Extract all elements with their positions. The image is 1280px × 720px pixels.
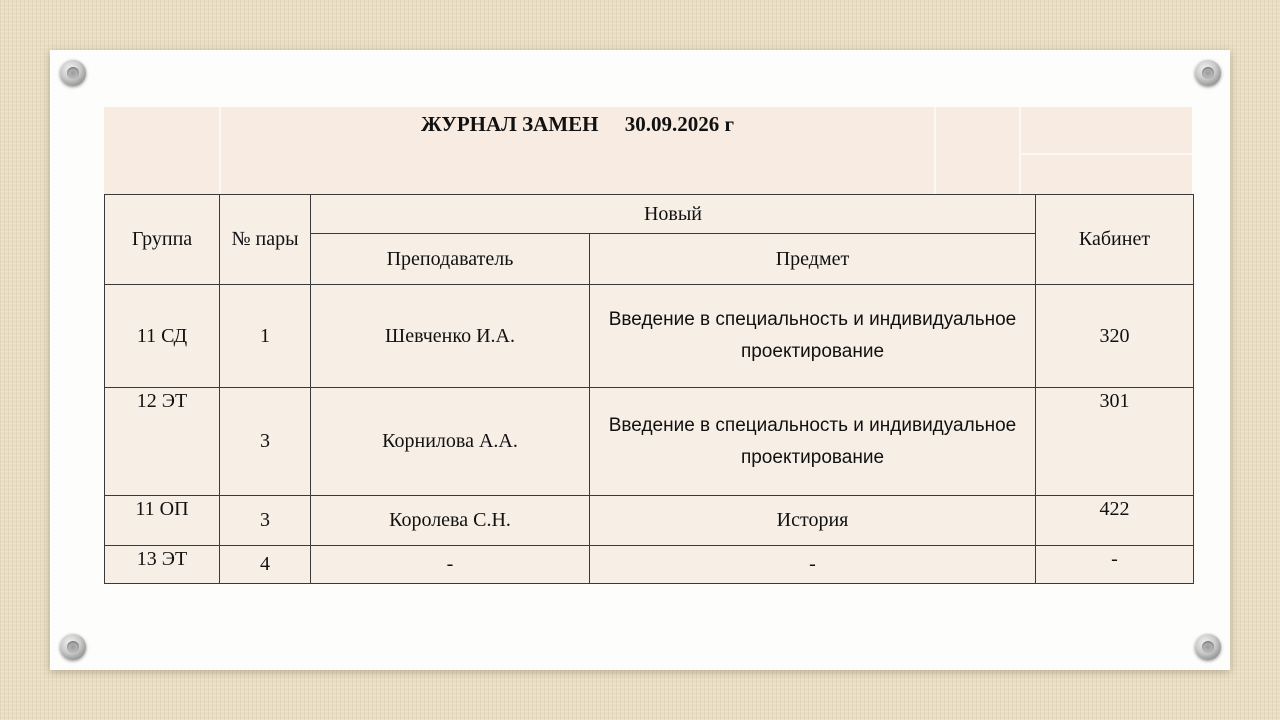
cell-subject: История <box>590 496 1036 546</box>
header-pair: № пары <box>220 195 311 285</box>
cell-room: 301 <box>1036 388 1194 496</box>
cell-teacher: - <box>311 546 590 584</box>
header-teacher: Преподаватель <box>311 234 590 285</box>
table-row <box>105 496 1194 546</box>
cell-room: 422 <box>1036 496 1194 546</box>
cell-subject: Введение в специальность и индивидуальное проектирование <box>590 285 1036 388</box>
header-new: Новый <box>311 195 1036 234</box>
cell-group: 12 ЭТ <box>105 388 220 496</box>
header-group: Группа <box>105 195 220 285</box>
cell-group: 13 ЭТ <box>105 546 220 584</box>
table-row <box>105 388 1194 496</box>
cell-pair: 3 <box>220 496 311 546</box>
pin-icon <box>60 60 86 86</box>
substitution-table <box>104 194 1194 584</box>
cell-room: - <box>1036 546 1194 584</box>
cell-pair: 4 <box>220 546 311 584</box>
cell-subject: - <box>590 546 1036 584</box>
table-header-row <box>105 195 1194 234</box>
header-subject: Предмет <box>590 234 1036 285</box>
table-row <box>105 285 1194 388</box>
cell-teacher: Корнилова А.А. <box>311 388 590 496</box>
journal-title: ЖУРНАЛ ЗАМЕН 30.09.2026 г <box>420 112 735 136</box>
cell-pair: 3 <box>220 388 311 496</box>
cell-group: 11 ОП <box>105 496 220 546</box>
cell-group: 11 СД <box>105 285 220 388</box>
pin-icon <box>1195 634 1221 660</box>
cell-subject: Введение в специальность и индивидуальное проектирование <box>590 388 1036 496</box>
cell-room: 320 <box>1036 285 1194 388</box>
pin-icon <box>1195 60 1221 86</box>
cell-pair: 1 <box>220 285 311 388</box>
header-room: Кабинет <box>1036 195 1194 285</box>
cell-teacher: Шевченко И.А. <box>311 285 590 388</box>
table-row <box>105 546 1194 584</box>
pin-icon <box>60 634 86 660</box>
cell-teacher: Королева С.Н. <box>311 496 590 546</box>
